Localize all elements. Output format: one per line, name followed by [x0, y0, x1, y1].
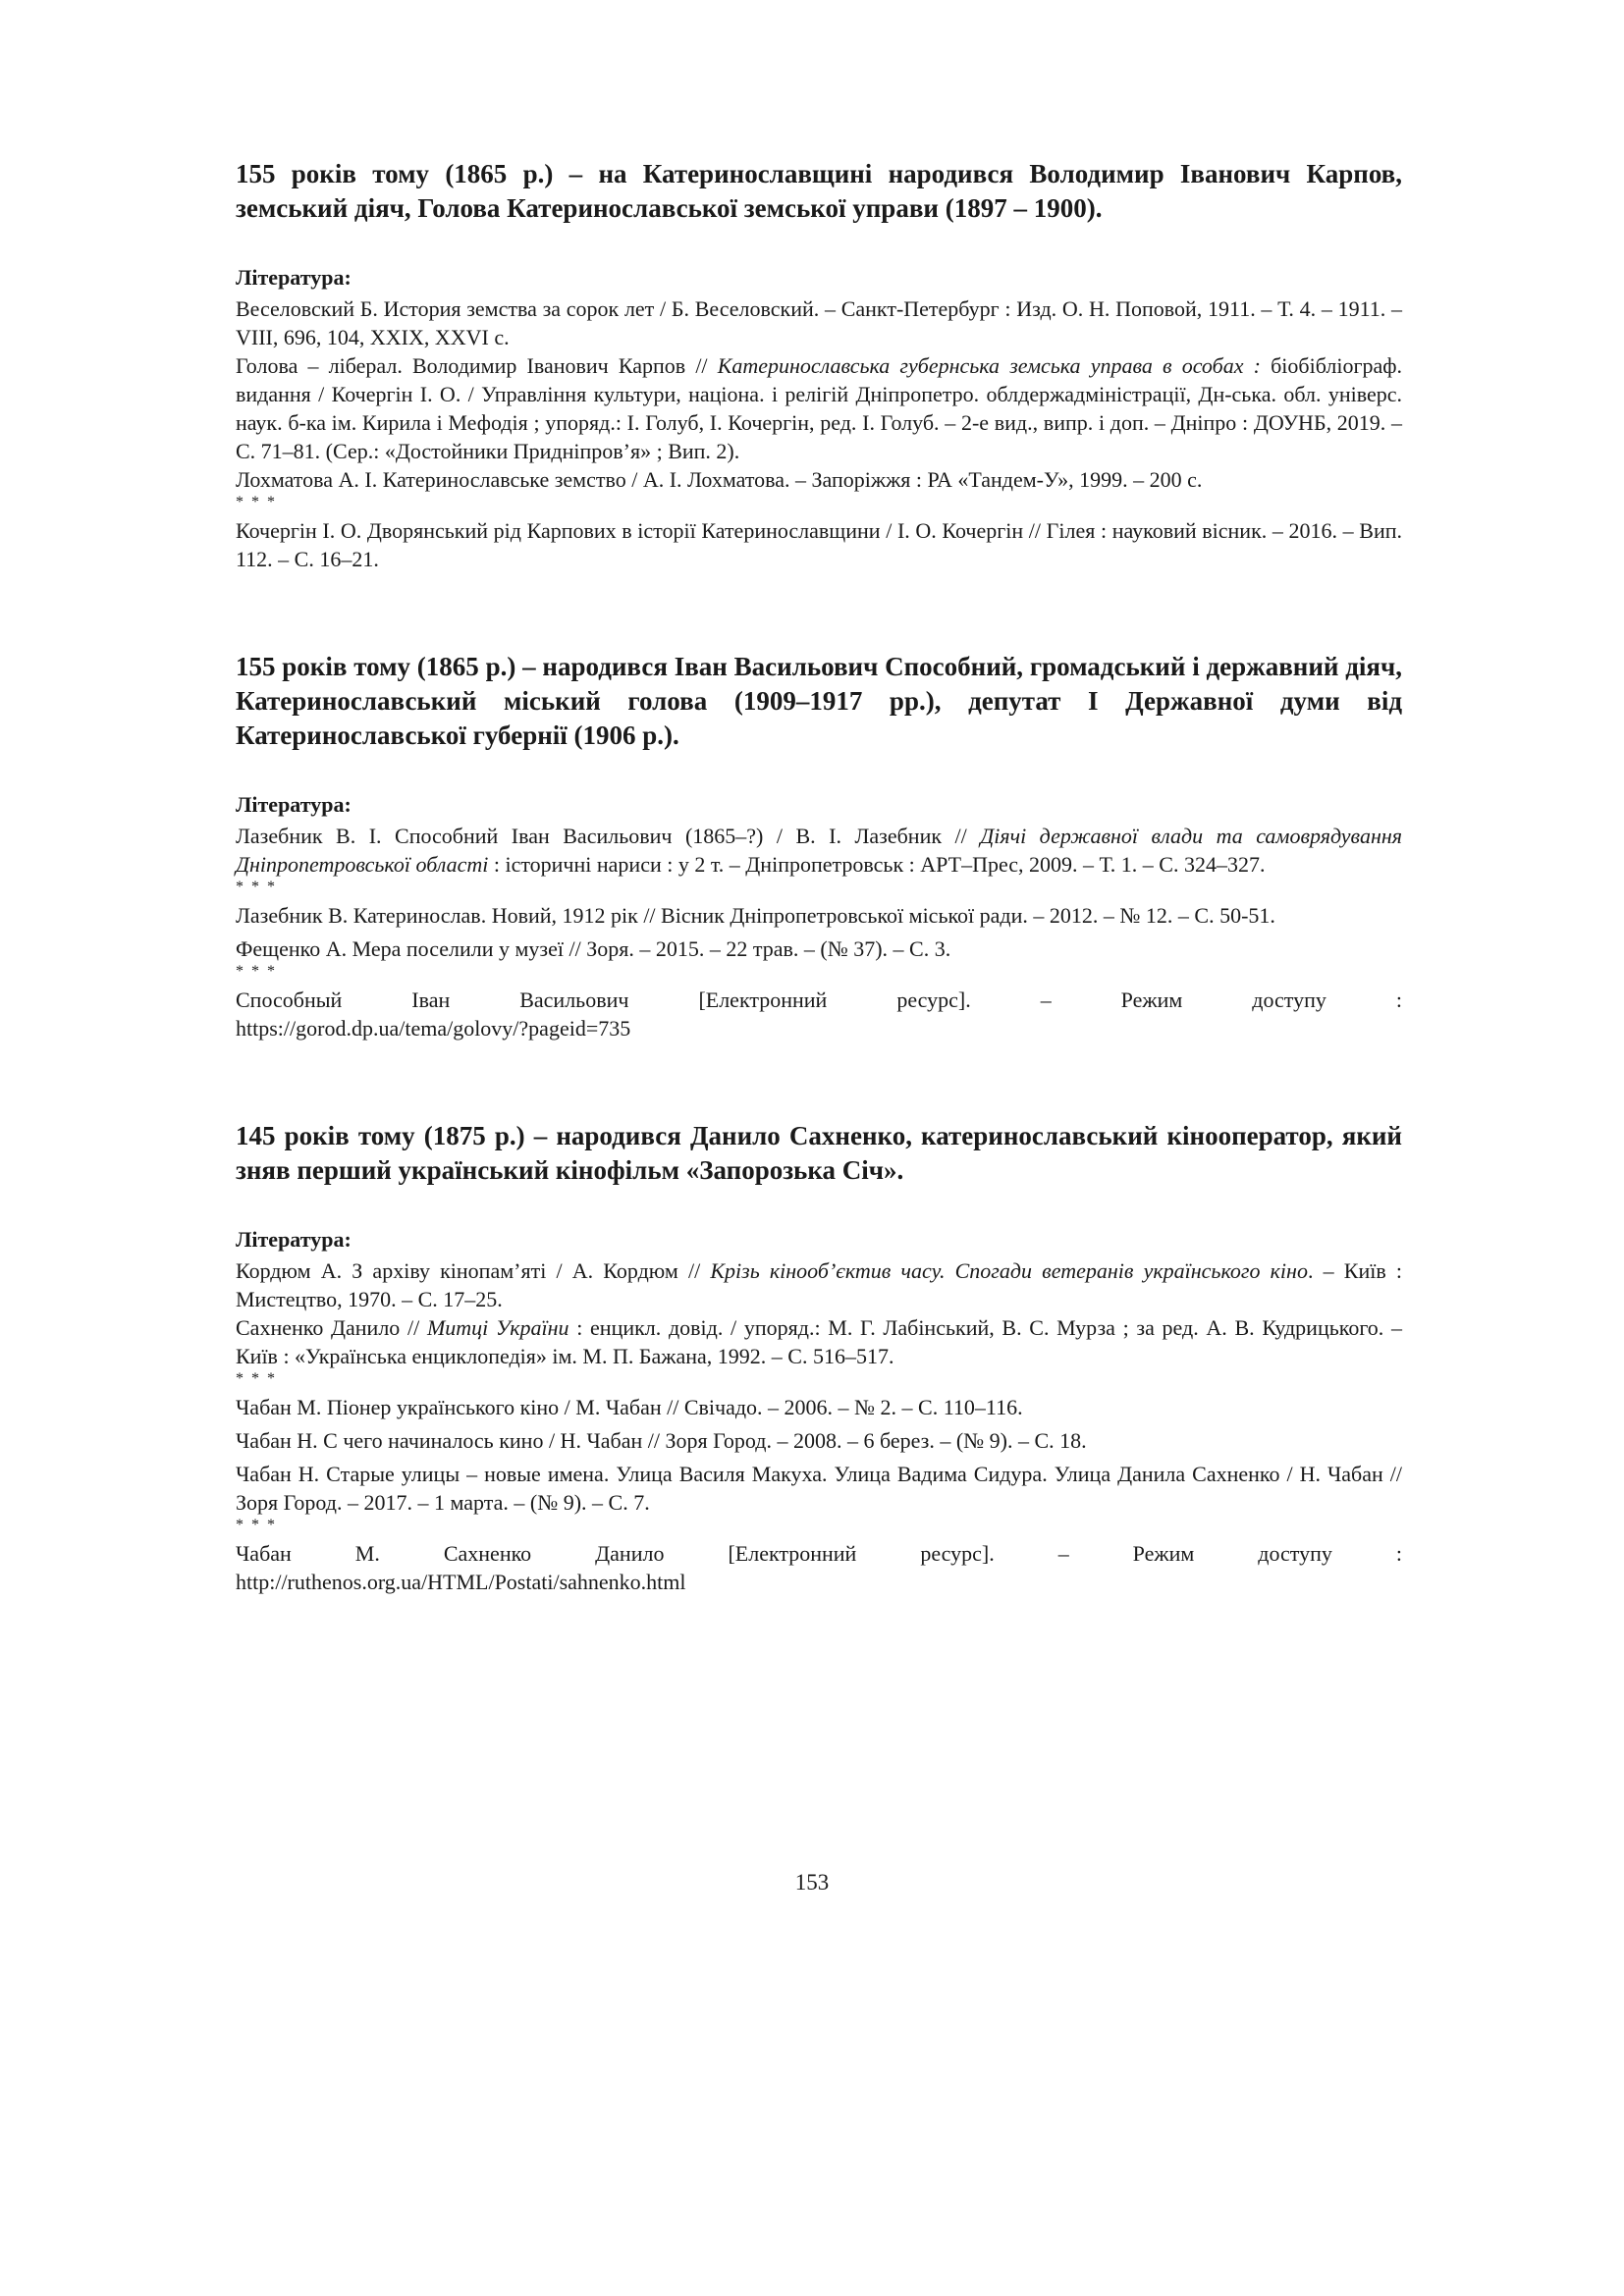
separator-stars: * * * [236, 1517, 277, 1533]
entry-text: Лохматова А. І. Катеринославське земство / А. І. Лохматова. – Запоріжжя : РА «Тандем-У», 1999. – 200 с. [236, 467, 1203, 492]
page-content [236, 157, 1402, 1673]
literature-label: Література: [236, 792, 352, 817]
literature-entry [236, 1313, 1402, 1370]
entry-text: Чабан Н. Старые улицы – новые имена. Улица Василя Макуха. Улица Вадима Сидура. Улица Данила Сахненко / Н. Чабан // Зоря Город. – 2017. – 1 марта. – (№ 9). – С. 7. [236, 1462, 1402, 1515]
literature-entry [236, 351, 1402, 465]
literature-list [236, 1256, 1402, 1596]
entry-text: : енцикл. довід. / упоряд.: М. Г. Лабінський, В. С. Мурза ; за ред. А. В. Кудрицького. – Київ : «Українська енциклопедія» ім. М. П. Бажана, 1992. – С. 516–517. [236, 1315, 1403, 1368]
literature-entry [236, 1426, 1402, 1455]
literature-entry [236, 934, 1402, 963]
entry-text: Веселовский Б. История земства за сорок лет / Б. Веселовский. – Санкт-Петербург : Изд. О. Н. Поповой, 1911. – Т. 4. – 1911. – VIII, 696, 104, XXIX, XXVI с. [236, 296, 1402, 349]
section-title: 145 років тому (1875 р.) – народився Данило Сахненко, катеринославський кінооператор, який зняв перший український кінофільм «Запорозька Січ». [236, 1121, 1402, 1185]
literature-entry: Чабан М. Сахненко Данило [Електронний ресурс]. – Режим доступу : [236, 1541, 1402, 1566]
separator-stars: * * * [236, 879, 277, 895]
entry-text: Лазебник В. Катеринослав. Новий, 1912 рік // Вісник Дніпропетровської міської ради. – 2012. – № 12. – С. 50-51. [236, 903, 1275, 928]
literature-entry [236, 1256, 1402, 1313]
resource-url[interactable]: https://gorod.dp.ua/tema/golovy/?pageid=735 [236, 1016, 631, 1041]
entry-source-title: Митці України [426, 1315, 569, 1340]
separator-stars: * * * [236, 1370, 277, 1387]
entry-text: Лазебник В. І. Способний Іван Васильович (1865–?) / В. І. Лазебник // [236, 824, 981, 848]
entry-text: . – Київ : Мистецтво, 1970. – С. 17–25. [236, 1258, 1403, 1311]
page-number: 153 [794, 1870, 830, 1895]
entry-text: Кордюм А. З архіву кінопам’яті / А. Кордюм // [236, 1258, 711, 1283]
resource-url[interactable]: http://ruthenos.org.ua/HTML/Postati/sahnenko.html [236, 1570, 686, 1594]
literature-list [236, 294, 1402, 573]
entry-source-title: Катеринославська губернська земська управа в особах : [717, 353, 1261, 378]
literature-entry [236, 1460, 1402, 1517]
section-title: 155 років тому (1865 р.) – народився Іван Васильович Способний, громадський і державний діяч, Катеринославський міський голова (1909–1917 рр.), депутат І Державної думи від Катеринославської губернії (1906 р.). [236, 652, 1402, 750]
literature-entry [236, 1393, 1402, 1421]
entry-text: Чабан М. Піонер українського кіно / М. Чабан // Свічадо. – 2006. – № 2. – С. 110–116. [236, 1395, 1023, 1419]
entry-source-title: Діячі державної влади та самоврядування Дніпропетровської області [236, 824, 1402, 877]
entry-text: Кочергін І. О. Дворянський рід Карпових в історії Катеринославщини / І. О. Кочергін // Гілея : науковий вісник. – 2016. – Вип. 112. – С. 16–21. [236, 518, 1402, 571]
entry-text: Фещенко А. Мера поселили у музеї // Зоря. – 2015. – 22 трав. – (№ 37). – С. 3. [236, 936, 951, 961]
separator-stars: * * * [236, 494, 277, 510]
literature-entry [236, 294, 1402, 351]
section-sakhnenko [236, 1119, 1402, 1596]
literature-entry [236, 516, 1402, 573]
literature-entry: Способный Іван Васильович [Електронний ресурс]. – Режим доступу : [236, 988, 1402, 1012]
entry-text: Чабан Н. С чего начиналось кино / Н. Чабан // Зоря Город. – 2008. – 6 берез. – (№ 9). – С. 18. [236, 1428, 1087, 1453]
section-sposobny [236, 650, 1402, 1042]
section-title: 155 років тому (1865 р.) – на Катеринославщині народився Володимир Іванович Карпов, земський діяч, Голова Катеринославської земської управи (1897 – 1900). [236, 159, 1402, 223]
literature-label: Література: [236, 265, 352, 290]
literature-entry [236, 901, 1402, 930]
entry-text: біобібліограф. видання / Кочергін І. О. / Управління культури, націона. і релігій Дніпропетро. облдержадміністрації, Дн-ська. обл. універс. наук. б-ка ім. Кирила і Мефодія ; упоряд.: І. Голуб, І. Кочергін, ред. І. Голуб. – 2-е вид., випр. і доп. – Дніпро : ДОУНБ, 2019. – С. 71–81. (Сер.: «Достойники Придніпров’я» ; Вип. 2). [236, 353, 1402, 463]
separator-stars: * * * [236, 963, 277, 980]
literature-entry [236, 465, 1402, 494]
entry-source-title: Крізь кінооб’єктив часу. Спогади ветеранів українського кіно [710, 1258, 1308, 1283]
literature-list [236, 822, 1402, 1042]
entry-text: : історичні нариси : у 2 т. – Дніпропетровськ : АРТ–Прес, 2009. – Т. 1. – С. 324–327. [488, 852, 1266, 877]
section-karpov [236, 157, 1402, 573]
literature-entry [236, 822, 1402, 879]
entry-text: Сахненко Данило // [236, 1315, 427, 1340]
entry-text: Голова – ліберал. Володимир Іванович Карпов // [236, 353, 718, 378]
literature-label: Література: [236, 1227, 352, 1252]
